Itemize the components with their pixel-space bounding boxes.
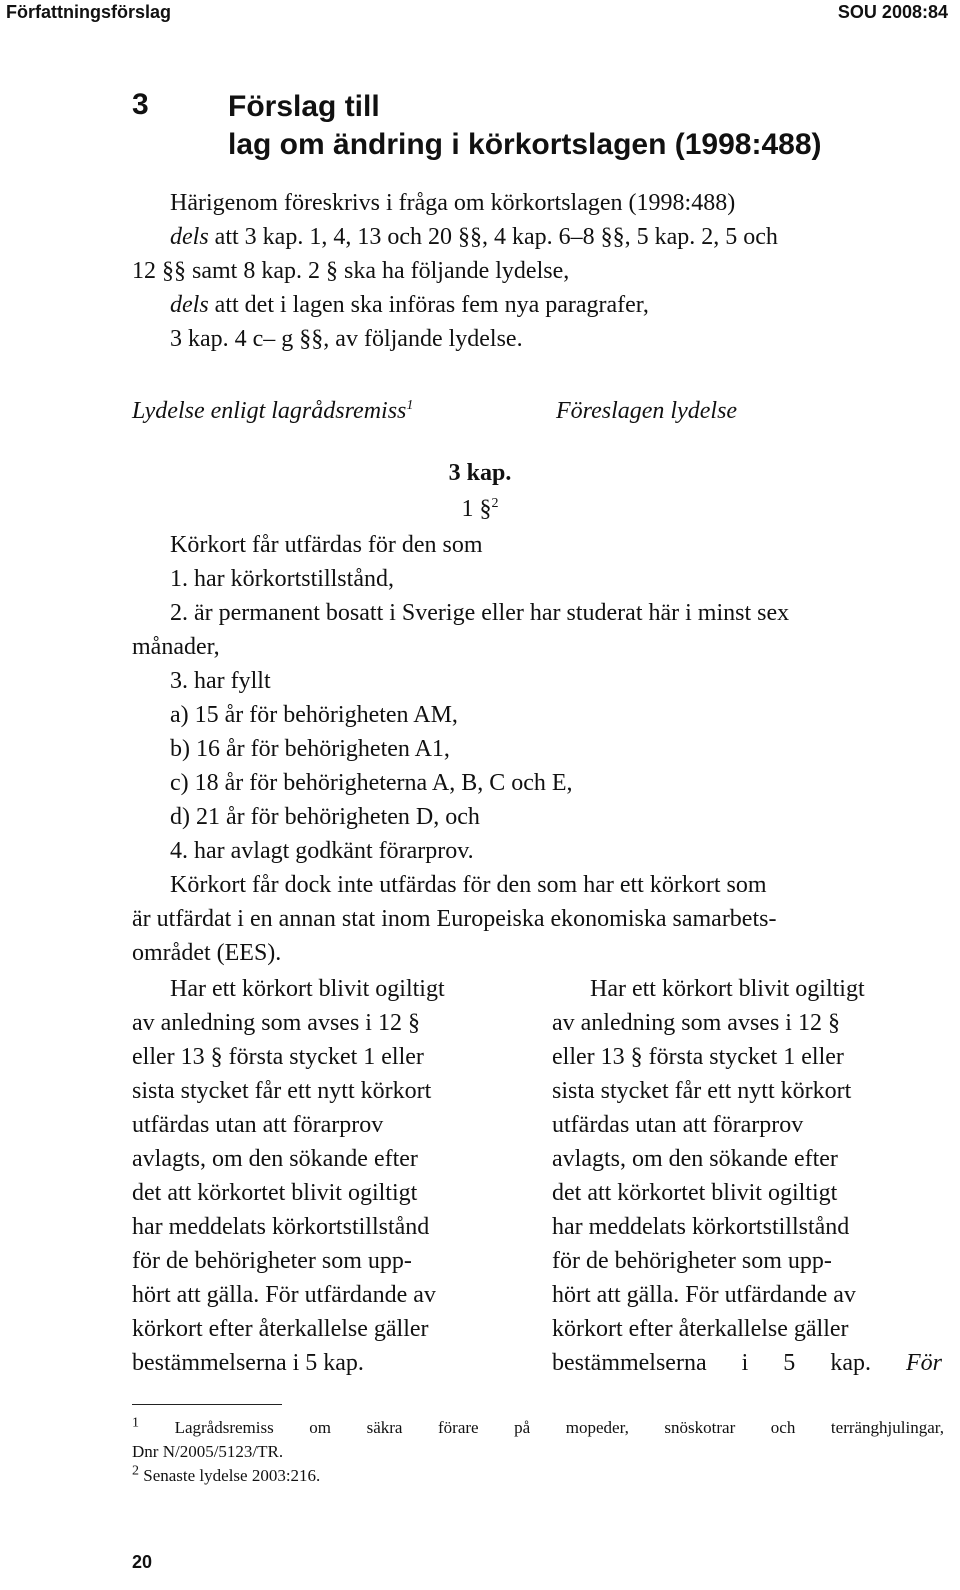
column-right-line: det att körkortet blivit ogiltigt bbox=[552, 1180, 838, 1206]
column-right-line: har meddelats körkortstillstånd bbox=[552, 1214, 850, 1240]
column-left-line: bestämmelserna i 5 kap. bbox=[132, 1350, 364, 1376]
footnote-2-text: Senaste lydelse 2003:216. bbox=[143, 1466, 321, 1485]
column-left-text bbox=[132, 972, 522, 1380]
footnote-ref-1: 1 bbox=[406, 398, 414, 413]
footnote-1-text: Lagrådsremiss om säkra förare på mopeder, snöskotrar och terränghjulingar, bbox=[174, 1418, 945, 1437]
chapter-title-line-1: Förslag till bbox=[228, 90, 380, 123]
column-left-line: det att körkortet blivit ogiltigt bbox=[132, 1180, 418, 1206]
column-right-line: körkort efter återkallelse gäller bbox=[552, 1316, 849, 1342]
intro-line-2 bbox=[170, 220, 778, 254]
chapter-number: 3 bbox=[132, 88, 149, 121]
column-right-line: av anledning som avses i 12 § bbox=[552, 1010, 840, 1036]
column-right-line: för de behörigheter som upp- bbox=[552, 1248, 832, 1274]
column-left-line: för de behörigheter som upp- bbox=[132, 1248, 412, 1274]
column-right-line: eller 13 § första stycket 1 eller bbox=[552, 1044, 844, 1070]
running-header-left: Författningsförslag bbox=[6, 2, 171, 22]
section-chapter: 3 kap. bbox=[448, 460, 512, 486]
intro-line-5: 3 kap. 4 c– g §§, av följande lydelse. bbox=[170, 326, 523, 352]
column-left-line: avlagts, om den sökande efter bbox=[132, 1146, 418, 1172]
column-right-line: sista stycket får ett nytt körkort bbox=[552, 1078, 852, 1104]
intro-dels-word: dels bbox=[170, 224, 209, 250]
column-left-line: sista stycket får ett nytt körkort bbox=[132, 1078, 432, 1104]
column-right-line: hört att gälla. För utfärdande av bbox=[552, 1282, 856, 1308]
footnote-2-number: 2 bbox=[132, 1463, 139, 1479]
footnote-ref-2: 2 bbox=[491, 496, 499, 511]
column-head-right: Föreslagen lydelse bbox=[556, 398, 738, 424]
body-line: 4. har avlagt godkänt förarprov. bbox=[170, 838, 474, 864]
chapter-title bbox=[228, 88, 822, 164]
column-head-left bbox=[132, 398, 413, 425]
running-header-right: SOU 2008:84 bbox=[837, 2, 948, 22]
body-line: b) 16 år för behörigheten A1, bbox=[170, 736, 450, 762]
chapter-title-line-2: lag om ändring i körkortslagen (1998:488) bbox=[228, 128, 822, 161]
intro-line-2-rest: att 3 kap. 1, 4, 13 och 20 §§, 4 kap. 6–8 §§, 5 kap. 2, 5 och bbox=[208, 224, 778, 250]
column-left-line: Har ett körkort blivit ogiltigt bbox=[170, 976, 445, 1002]
body-line: området (EES). bbox=[132, 940, 282, 966]
column-right-line bbox=[552, 1346, 942, 1380]
column-left-line: av anledning som avses i 12 § bbox=[132, 1010, 420, 1036]
column-right-line: avlagts, om den sökande efter bbox=[552, 1146, 838, 1172]
body-line: Körkort får utfärdas för den som bbox=[170, 532, 483, 558]
intro-line-1: Härigenom föreskrivs i fråga om körkortslagen (1998:488) bbox=[170, 190, 736, 216]
column-head-left-text: Lydelse enligt lagrådsremiss bbox=[132, 398, 407, 424]
body-line: d) 21 år för behörigheten D, och bbox=[170, 804, 480, 830]
footnote-2 bbox=[132, 1464, 320, 1488]
body-line: 1. har körkortstillstånd, bbox=[170, 566, 394, 592]
column-left-line: utfärdas utan att förarprov bbox=[132, 1112, 384, 1138]
body-line: Körkort får dock inte utfärdas för den som har ett körkort som bbox=[170, 872, 767, 898]
body-line: a) 15 år för behörigheten AM, bbox=[170, 702, 458, 728]
section-paragraph-text: 1 § bbox=[461, 496, 492, 522]
column-right-line: utfärdas utan att förarprov bbox=[552, 1112, 804, 1138]
intro-line-3: 12 §§ samt 8 kap. 2 § ska ha följande lydelse, bbox=[132, 258, 570, 284]
column-right-line: Har ett körkort blivit ogiltigt bbox=[590, 976, 865, 1002]
intro-dels-word: dels bbox=[170, 292, 209, 318]
body-line: månader, bbox=[132, 634, 220, 660]
footnote-1 bbox=[132, 1416, 944, 1464]
footnote-rule bbox=[132, 1404, 282, 1405]
footnote-1-line-2: Dnr N/2005/5123/TR. bbox=[132, 1442, 284, 1461]
body-line: 3. har fyllt bbox=[170, 668, 271, 694]
column-left-line: körkort efter återkallelse gäller bbox=[132, 1316, 429, 1342]
column-right-continuation: För bbox=[906, 1350, 942, 1376]
intro-line-4 bbox=[170, 288, 649, 322]
column-left-line: har meddelats körkortstillstånd bbox=[132, 1214, 430, 1240]
body-line: 2. är permanent bosatt i Sverige eller har studerat här i minst sex bbox=[170, 600, 790, 626]
body-line: c) 18 år för behörigheterna A, B, C och E, bbox=[170, 770, 573, 796]
page-number: 20 bbox=[132, 1552, 153, 1572]
column-left-line: hört att gälla. För utfärdande av bbox=[132, 1282, 436, 1308]
column-right-last-text: bestämmelserna i 5 kap. bbox=[552, 1350, 871, 1376]
footnote-1-number: 1 bbox=[132, 1415, 139, 1431]
column-right-text bbox=[552, 972, 942, 1380]
section-paragraph bbox=[0, 496, 960, 523]
intro-line-4-rest: att det i lagen ska införas fem nya paragrafer, bbox=[208, 292, 649, 318]
footnote-1-line-1 bbox=[132, 1416, 944, 1440]
column-left-line: eller 13 § första stycket 1 eller bbox=[132, 1044, 424, 1070]
body-line: är utfärdat i en annan stat inom Europeiska ekonomiska samarbets- bbox=[132, 906, 777, 932]
